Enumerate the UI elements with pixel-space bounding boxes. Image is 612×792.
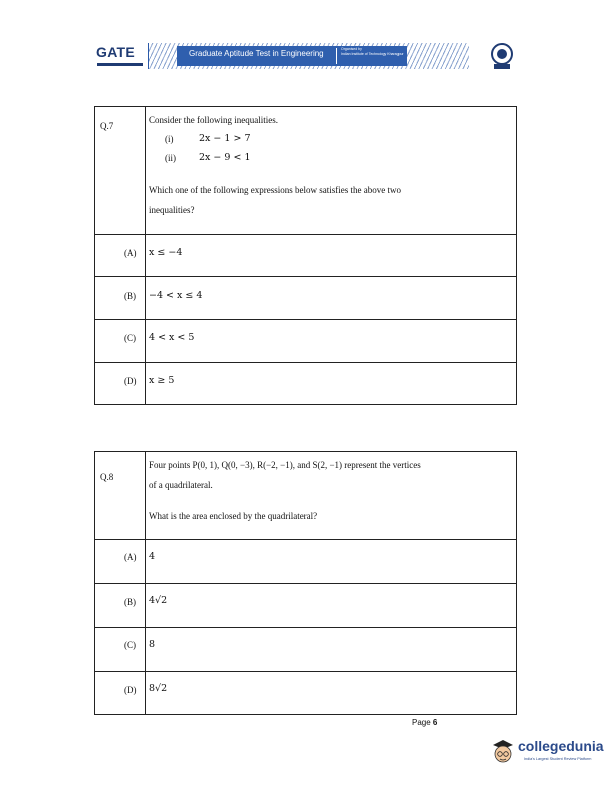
option-value: 8√2: [149, 683, 168, 694]
option-label: (C): [124, 640, 136, 650]
page-label: Page: [412, 718, 431, 727]
divider: [95, 583, 516, 584]
page-number: [412, 718, 437, 727]
question-prompt: Four points P(0, 1), Q(0, −3), R(−2, −1), and S(2, −1) represent the vertices: [149, 460, 421, 470]
brand-tagline: India's Largest Student Review Platform: [524, 757, 592, 761]
inequality-item: (ii): [165, 153, 176, 163]
question-number: Q.7: [100, 121, 114, 131]
question-prompt: Consider the following inequalities.: [149, 115, 278, 125]
option-label: (D): [124, 376, 137, 386]
banner-organizer: [341, 47, 404, 57]
organized-by-label: Organised by: [341, 47, 362, 51]
option-label: (A): [124, 248, 137, 258]
option-value: x ≤ −4: [149, 247, 183, 258]
inequality-expr: 2x − 9 < 1: [199, 152, 251, 163]
divider: [95, 627, 516, 628]
divider: [95, 671, 516, 672]
option-label: (C): [124, 333, 136, 343]
option-value: 4√2: [149, 595, 168, 606]
option-value: 4: [149, 551, 156, 562]
option-label: (B): [124, 597, 136, 607]
header-banner: [148, 43, 469, 69]
brand-name: collegedunia: [518, 738, 604, 754]
option-value: 4 < x < 5: [149, 332, 195, 343]
question-text: Which one of the following expressions below satisfies the above two: [149, 185, 401, 195]
divider: [95, 539, 516, 540]
gate-logo-bar: [97, 63, 143, 66]
collegedunia-logo: [490, 735, 608, 769]
option-label: (D): [124, 685, 137, 695]
option-value: −4 < x ≤ 4: [149, 290, 203, 301]
page-number-value: 6: [432, 718, 438, 727]
student-avatar-icon: [490, 737, 516, 765]
question-text: inequalities?: [149, 205, 195, 215]
divider: [95, 276, 516, 277]
option-label: (B): [124, 291, 136, 301]
divider: [95, 319, 516, 320]
option-value: x ≥ 5: [149, 375, 175, 386]
iit-emblem-icon: [490, 42, 514, 70]
option-label: (A): [124, 552, 137, 562]
divider: [95, 234, 516, 235]
question-prompt: of a quadrilateral.: [149, 480, 213, 490]
banner-title: Graduate Aptitude Test in Engineering: [189, 49, 324, 58]
organizer-name: Indian Institute of Technology Kharagpur: [341, 52, 404, 56]
divider: [95, 362, 516, 363]
question-7-table: [94, 106, 517, 405]
question-number: Q.8: [100, 472, 114, 482]
question-text: What is the area enclosed by the quadrilateral?: [149, 511, 318, 521]
gate-logo: [96, 44, 146, 72]
gate-logo-text: GATE: [96, 44, 136, 60]
question-8-table: [94, 451, 517, 715]
inequality-expr: 2x − 1 > 7: [199, 133, 251, 144]
option-value: 8: [149, 639, 156, 650]
inequality-item: (i): [165, 134, 174, 144]
